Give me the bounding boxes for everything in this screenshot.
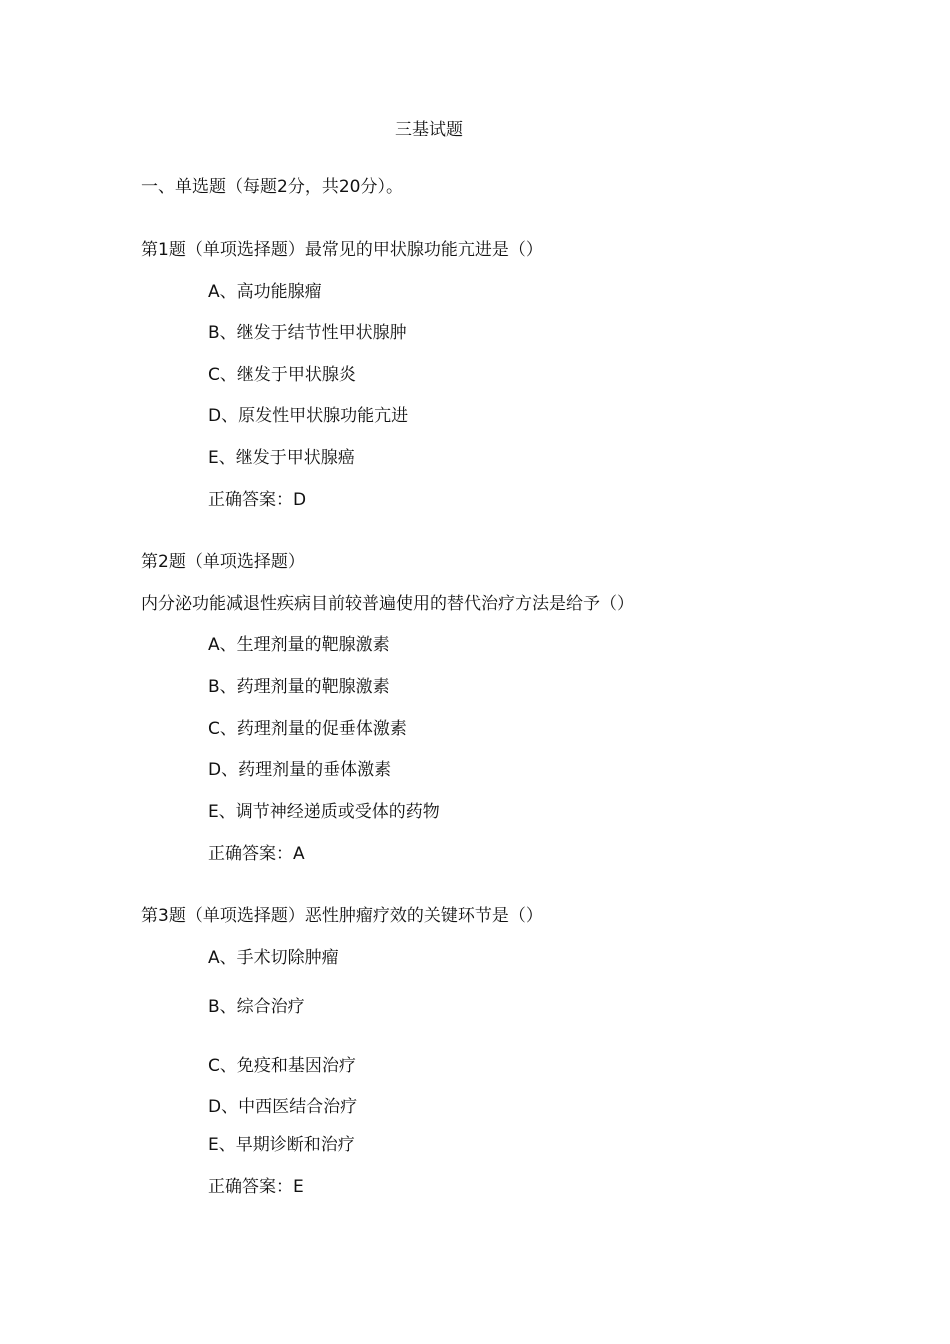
option-a: A、生理剂量的靶腺激素	[208, 635, 390, 655]
section-heading: 一、单选题（每题2分，共20分）。	[141, 177, 403, 197]
question-stem: 第3题（单项选择题）恶性肿瘤疗效的关键环节是（）	[141, 906, 543, 926]
answer-line: 正确答案：D	[208, 490, 307, 510]
option-a: A、手术切除肿瘤	[208, 948, 339, 968]
option-a: A、高功能腺瘤	[208, 282, 322, 302]
question-stem: 第2题（单项选择题）	[141, 552, 305, 572]
option-e: E、调节神经递质或受体的药物	[208, 802, 440, 822]
document-title: 三基试题	[395, 120, 463, 140]
answer-line: 正确答案：A	[208, 844, 305, 864]
option-d: D、药理剂量的垂体激素	[208, 760, 392, 780]
option-c: C、继发于甲状腺炎	[208, 365, 356, 385]
option-d: D、原发性甲状腺功能亢进	[208, 406, 409, 426]
option-b: B、继发于结节性甲状腺肿	[208, 323, 407, 343]
option-d: D、中西医结合治疗	[208, 1097, 358, 1117]
question-stem: 第1题（单项选择题）最常见的甲状腺功能亢进是（）	[141, 240, 543, 260]
option-e: E、早期诊断和治疗	[208, 1135, 355, 1155]
question-stem-continued: 内分泌功能减退性疾病目前较普遍使用的替代治疗方法是给予（）	[141, 594, 634, 614]
option-c: C、药理剂量的促垂体激素	[208, 719, 407, 739]
option-c: C、免疫和基因治疗	[208, 1056, 356, 1076]
option-b: B、综合治疗	[208, 997, 305, 1017]
answer-line: 正确答案：E	[208, 1177, 304, 1197]
option-e: E、继发于甲状腺癌	[208, 448, 355, 468]
option-b: B、药理剂量的靶腺激素	[208, 677, 390, 697]
